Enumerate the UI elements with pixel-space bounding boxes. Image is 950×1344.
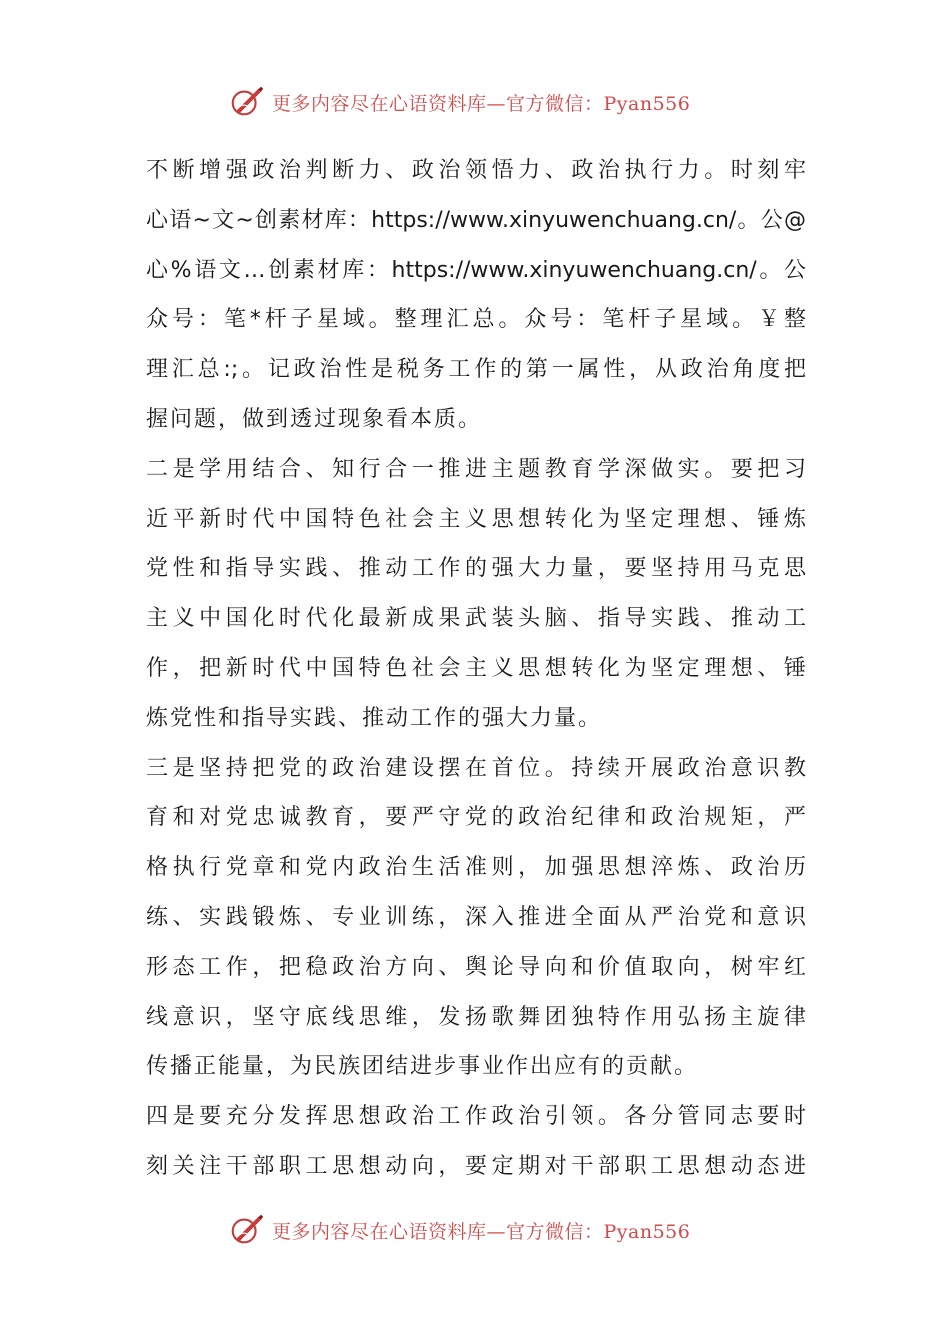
body-line: 众号：笔*杆子星域。整理汇总。众号：笔杆子星域。￥整 bbox=[146, 307, 806, 333]
body-line: 近平新时代中国特色社会主义思想转化为坚定理想、锤炼 bbox=[146, 506, 806, 532]
header-banner-text: 更多内容尽在心语资料库—官方微信：Pyan556 bbox=[272, 92, 691, 115]
body-line: 线意识，坚守底线思维，发扬歌舞团独特作用弘扬主旋律 bbox=[146, 1004, 806, 1030]
footer-banner-text: 更多内容尽在心语资料库—官方微信：Pyan556 bbox=[272, 1220, 691, 1243]
body-line: 作，把新时代中国特色社会主义思想转化为坚定理想、锤 bbox=[146, 655, 806, 681]
body-line: 二是学用结合、知行合一推进主题教育学深做实。要把习 bbox=[146, 456, 806, 482]
body-line: 理汇总:;。记政治性是税务工作的第一属性，从政治角度把 bbox=[146, 357, 806, 383]
header-banner bbox=[228, 80, 748, 124]
body-line: 育和对党忠诚教育，要严守党的政治纪律和政治规矩，严 bbox=[146, 805, 806, 831]
body-line: 炼党性和指导实践、推动工作的强大力量。 bbox=[146, 705, 603, 731]
body-line: 党性和指导实践、推动工作的强大力量，要坚持用马克思 bbox=[146, 556, 806, 582]
quill-pen-logo-icon bbox=[228, 83, 266, 121]
body-line: 三是坚持把党的政治建设摆在首位。持续开展政治意识教 bbox=[146, 755, 806, 781]
body-line: 刻关注干部职工思想动向，要定期对干部职工思想动态进 bbox=[146, 1153, 806, 1179]
body-line: 握问题，做到透过现象看本质。 bbox=[146, 406, 483, 432]
quill-pen-logo-icon bbox=[228, 1211, 266, 1249]
body-line: 格执行党章和党内政治生活准则，加强思想淬炼、政治历 bbox=[146, 855, 806, 881]
footer-banner bbox=[228, 1208, 748, 1252]
body-line: 心%语文…创素材库：https://www.xinyuwenchuang.cn/。公 bbox=[146, 257, 806, 283]
body-line: 形态工作，把稳政治方向、舆论导向和价值取向，树牢红 bbox=[146, 954, 806, 980]
body-line: 主义中国化时代化最新成果武装头脑、指导实践、推动工 bbox=[146, 606, 806, 632]
body-line: 练、实践锻炼、专业训练，深入推进全面从严治党和意识 bbox=[146, 904, 806, 930]
body-line: 传播正能量，为民族团结进步事业作出应有的贡献。 bbox=[146, 1054, 699, 1080]
body-line: 不断增强政治判断力、政治领悟力、政治执行力。时刻牢 bbox=[146, 158, 806, 183]
document-body bbox=[146, 146, 806, 1192]
body-line: 四是要充分发挥思想政治工作政治引领。各分管同志要时 bbox=[146, 1104, 806, 1130]
body-line: 心语~文~创素材库：https://www.xinyuwenchuang.cn/。公@ bbox=[146, 207, 806, 233]
